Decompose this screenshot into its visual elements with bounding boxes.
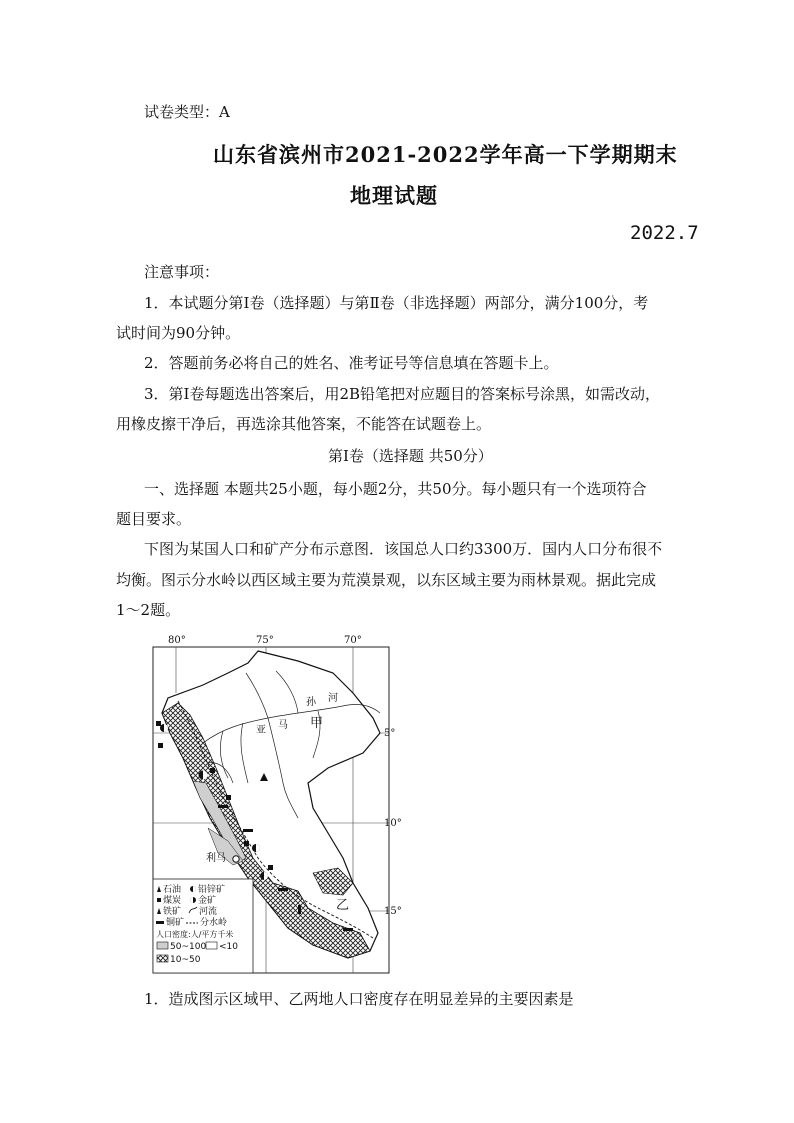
legend-oil: 石油 xyxy=(163,885,182,895)
lon-label-80: 80° xyxy=(168,635,186,646)
legend-divide: 分水岭 xyxy=(200,918,228,928)
legend-density-mid: 10~50 xyxy=(170,955,201,965)
lima-city-dot xyxy=(233,856,239,862)
notice-item-1-cont: 试时间为90分钟。 xyxy=(116,324,241,342)
legend-gold: 金矿 xyxy=(198,896,217,906)
exam-title: 山东省滨州市2021-2022学年高一下学期期末 xyxy=(213,142,678,167)
river-label-ya: 亚 xyxy=(256,725,266,736)
lat-label-15: 15° xyxy=(384,906,402,917)
stem-line-1: 下图为某国人口和矿产分布示意图．该国总人口约3300万．国内人口分布很不 xyxy=(144,540,663,558)
place-label-lima: 利马 xyxy=(206,853,226,864)
notice-item-3: 3．第Ⅰ卷每题选出答案后，用2B铅笔把对应题目的答案标号涂黑，如需改动， xyxy=(144,385,661,403)
notice-item-2: 2．答题前务必将自己的姓名、准考证号等信息填在答题卡上。 xyxy=(144,354,559,372)
place-label-jia: 甲 xyxy=(310,716,324,731)
section-heading: 第Ⅰ卷（选择题 共50分） xyxy=(328,447,493,465)
notice-item-1: 1．本试题分第Ⅰ卷（选择题）与第Ⅱ卷（非选择题）两部分，满分100分，考 xyxy=(144,294,649,312)
river-label-ma: 马 xyxy=(278,720,288,731)
legend-copper: 铜矿 xyxy=(166,918,185,928)
legend-density-low: <10 xyxy=(219,942,238,952)
lat-label-10: 10° xyxy=(384,818,402,829)
question-1: 1．造成图示区域甲、乙两地人口密度存在明显差异的主要因素是 xyxy=(144,990,574,1008)
notice-heading: 注意事项： xyxy=(144,263,220,281)
population-mineral-map xyxy=(148,633,408,978)
exam-date: 2022.7 xyxy=(630,222,699,244)
paper-type: 试卷类型：A xyxy=(144,103,230,121)
map-legend xyxy=(153,879,253,973)
notice-item-3-cont: 用橡皮擦干净后，再选涂其他答案，不能答在试题卷上。 xyxy=(116,415,492,433)
section-intro: 一、选择题 本题共25小题，每小题2分，共50分。每小题只有一个选项符合 xyxy=(144,480,647,498)
exam-subject: 地理试题 xyxy=(350,183,438,208)
legend-density-high: 50~100 xyxy=(170,942,207,952)
stem-line-2: 均衡。图示分水岭以西区域主要为荒漠景观，以东区域主要为雨林景观。据此完成 xyxy=(116,571,657,589)
river-label-he: 河 xyxy=(328,693,338,704)
legend-density-title: 人口密度:人/平方千米 xyxy=(156,930,234,939)
legend-river: 河流 xyxy=(199,907,218,917)
legend-lead-zinc: 铅锌矿 xyxy=(198,885,226,895)
lat-label-5: 5° xyxy=(384,728,396,739)
section-intro-cont: 题目要求。 xyxy=(116,510,192,528)
legend-coal: 煤炭 xyxy=(163,896,182,906)
lon-label-70: 70° xyxy=(344,635,362,646)
legend-iron: 铁矿 xyxy=(163,907,182,917)
place-label-yi: 乙 xyxy=(336,898,350,913)
lon-label-75: 75° xyxy=(256,635,274,646)
river-label-sun: 孙 xyxy=(306,697,316,708)
stem-line-3: 1～2题。 xyxy=(116,601,181,619)
